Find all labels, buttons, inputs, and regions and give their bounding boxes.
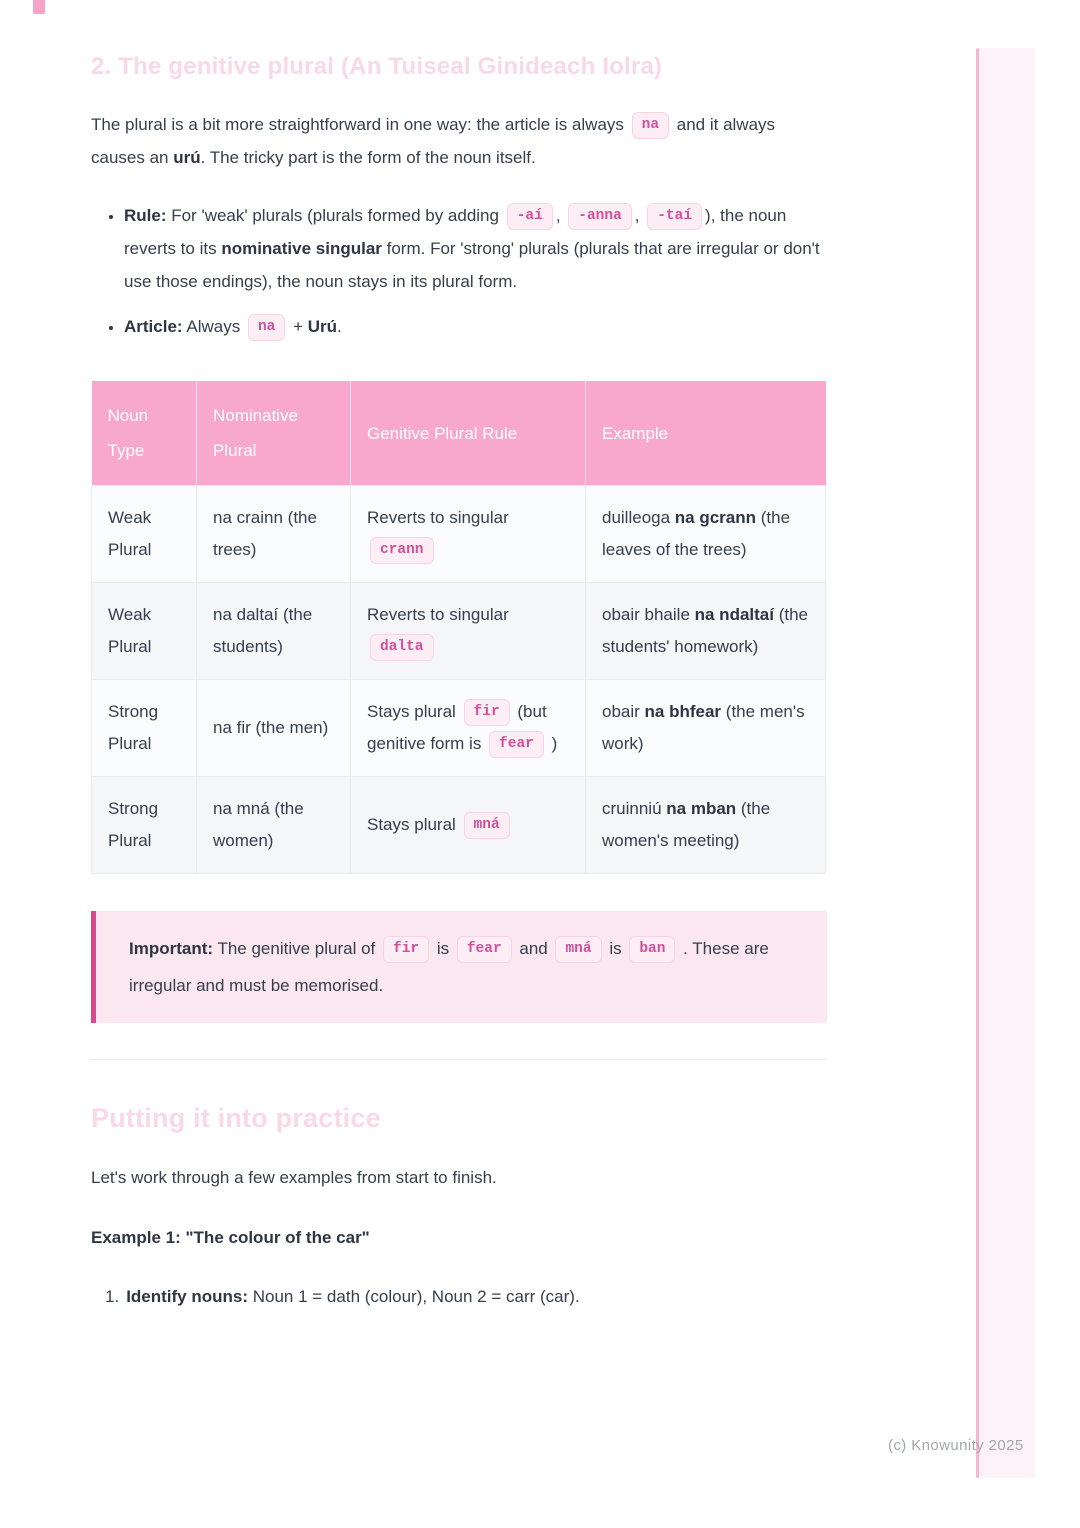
page-corner-accent bbox=[33, 0, 45, 14]
bold-text: Article: bbox=[124, 317, 183, 336]
section-title-practice: Putting it into practice bbox=[91, 1103, 381, 1133]
text-run: is bbox=[604, 939, 627, 958]
table-row bbox=[92, 583, 826, 680]
code-chip: -aí bbox=[507, 203, 553, 230]
text-run: form. For 'strong' plurals (plurals that are irregular or don't use those endings), the noun stays in its plural form. bbox=[124, 239, 820, 291]
text-run: cruinniú bbox=[602, 799, 667, 818]
text-run: Strong Plural bbox=[108, 702, 159, 753]
bold-text: Important: bbox=[129, 939, 214, 958]
code-chip: na bbox=[248, 314, 285, 341]
bold-text: na bhfear bbox=[644, 702, 722, 721]
important-callout-text bbox=[129, 930, 794, 1004]
table-cell bbox=[197, 486, 351, 583]
table-cell bbox=[351, 583, 586, 680]
text-run: , bbox=[634, 206, 645, 225]
text-run: The plural is a bit more straightforward in one way: the article is always bbox=[91, 115, 629, 134]
text-run: . The tricky part is the form of the noun itself. bbox=[200, 148, 536, 167]
copyright-credit: (c) Knowunity 2025 bbox=[888, 1437, 1024, 1454]
example-1-heading bbox=[91, 1221, 827, 1254]
column-header-genitive-plural-rule: Genitive Plural Rule bbox=[351, 381, 586, 486]
text-run: Stays plural bbox=[367, 815, 461, 834]
table-cell bbox=[92, 486, 197, 583]
text-run: + bbox=[288, 317, 308, 336]
text-run: na mná (the women) bbox=[213, 799, 304, 850]
bold-text: urú bbox=[173, 148, 201, 167]
text-run: obair bhaile bbox=[602, 605, 695, 624]
text-run: Reverts to singular bbox=[367, 605, 509, 624]
code-chip: ban bbox=[629, 936, 675, 963]
text-run: ), the noun reverts to its bbox=[124, 206, 787, 258]
table-cell bbox=[197, 680, 351, 777]
rules-bullet-list bbox=[91, 199, 827, 343]
table-row bbox=[92, 680, 826, 777]
code-chip: na bbox=[632, 112, 669, 139]
table-cell bbox=[197, 583, 351, 680]
column-header-example: Example bbox=[586, 381, 826, 486]
code-chip: -taí bbox=[647, 203, 702, 230]
table-header-row bbox=[92, 381, 826, 486]
text-run: The genitive plural of bbox=[213, 939, 381, 958]
text-run: na fir (the men) bbox=[213, 718, 329, 737]
bold-text: na ndaltaí bbox=[694, 605, 774, 624]
code-chip: -anna bbox=[568, 203, 632, 230]
table-row bbox=[92, 486, 826, 583]
bold-text: Rule: bbox=[124, 206, 167, 225]
table-cell bbox=[92, 583, 197, 680]
text-run: Weak Plural bbox=[108, 508, 152, 559]
page-scrollbar-track[interactable] bbox=[976, 48, 1035, 1478]
table-row bbox=[92, 777, 826, 874]
text-run: (the students' homework) bbox=[602, 605, 809, 656]
text-run: Strong Plural bbox=[108, 799, 159, 850]
step-text bbox=[126, 1287, 579, 1306]
practice-intro-paragraph bbox=[91, 1161, 827, 1194]
table-cell bbox=[586, 486, 826, 583]
bold-text: Urú bbox=[307, 317, 337, 336]
section-title-genitive-plural: 2. The genitive plural (An Tuiseal Ginideach Iolra) bbox=[91, 53, 663, 80]
code-chip: dalta bbox=[370, 634, 434, 661]
code-chip: fear bbox=[457, 936, 512, 963]
section-divider bbox=[91, 1059, 827, 1060]
step-number: 1. bbox=[105, 1287, 120, 1306]
text-run: (the leaves of the trees) bbox=[602, 508, 791, 559]
bold-text: nominative singular bbox=[221, 239, 382, 258]
text-run: is bbox=[432, 939, 454, 958]
bullet-article bbox=[124, 310, 827, 343]
text-run: (the men's work) bbox=[602, 702, 805, 753]
table-cell bbox=[351, 777, 586, 874]
bold-text: na mban bbox=[666, 799, 737, 818]
bold-text: Identify nouns: bbox=[126, 1287, 249, 1306]
text-run: , bbox=[555, 206, 566, 225]
genitive-plural-table bbox=[91, 381, 826, 874]
code-chip: mná bbox=[464, 812, 510, 839]
table-cell bbox=[586, 777, 826, 874]
text-run: ) bbox=[546, 734, 558, 753]
text-run: Let's work through a few examples from start to finish. bbox=[91, 1168, 497, 1187]
document-content bbox=[91, 0, 827, 1313]
table-cell bbox=[351, 680, 586, 777]
bullet-rule bbox=[124, 199, 827, 298]
text-run: Always bbox=[182, 317, 245, 336]
text-run: . These are irregular and must be memorised. bbox=[129, 939, 769, 995]
text-run: na crainn (the trees) bbox=[213, 508, 317, 559]
text-run: duilleoga bbox=[602, 508, 675, 527]
table-cell bbox=[351, 486, 586, 583]
column-header-noun-type: Noun Type bbox=[92, 381, 197, 486]
table-cell bbox=[197, 777, 351, 874]
text-run: Example 1: "The colour of the car" bbox=[91, 1228, 370, 1247]
code-chip: crann bbox=[370, 537, 434, 564]
page-scrollbar-thumb-line[interactable] bbox=[976, 48, 979, 1478]
table-cell bbox=[92, 680, 197, 777]
important-callout bbox=[91, 911, 827, 1023]
practice-step-1 bbox=[91, 1280, 827, 1313]
table-cell bbox=[92, 777, 197, 874]
bold-text: na gcrann bbox=[674, 508, 757, 527]
table-cell bbox=[586, 680, 826, 777]
text-run: (the women's meeting) bbox=[602, 799, 771, 850]
column-header-nominative-plural: Nominative Plural bbox=[197, 381, 351, 486]
text-run: Reverts to singular bbox=[367, 508, 509, 527]
text-run: For 'weak' plurals (plurals formed by adding bbox=[166, 206, 504, 225]
text-run: . bbox=[337, 317, 342, 336]
code-chip: fir bbox=[383, 936, 429, 963]
code-chip: fear bbox=[489, 731, 544, 758]
table-cell bbox=[586, 583, 826, 680]
text-run: (but genitive form is bbox=[367, 702, 547, 753]
code-chip: mná bbox=[555, 936, 601, 963]
text-run: and bbox=[514, 939, 553, 958]
intro-paragraph bbox=[91, 108, 827, 174]
text-run: obair bbox=[602, 702, 645, 721]
text-run: and it always causes an bbox=[91, 115, 776, 167]
text-run: na daltaí (the students) bbox=[213, 605, 313, 656]
code-chip: fir bbox=[464, 699, 510, 726]
text-run: Weak Plural bbox=[108, 605, 152, 656]
text-run: Noun 1 = dath (colour), Noun 2 = carr (car). bbox=[248, 1287, 580, 1306]
text-run: Stays plural bbox=[367, 702, 461, 721]
